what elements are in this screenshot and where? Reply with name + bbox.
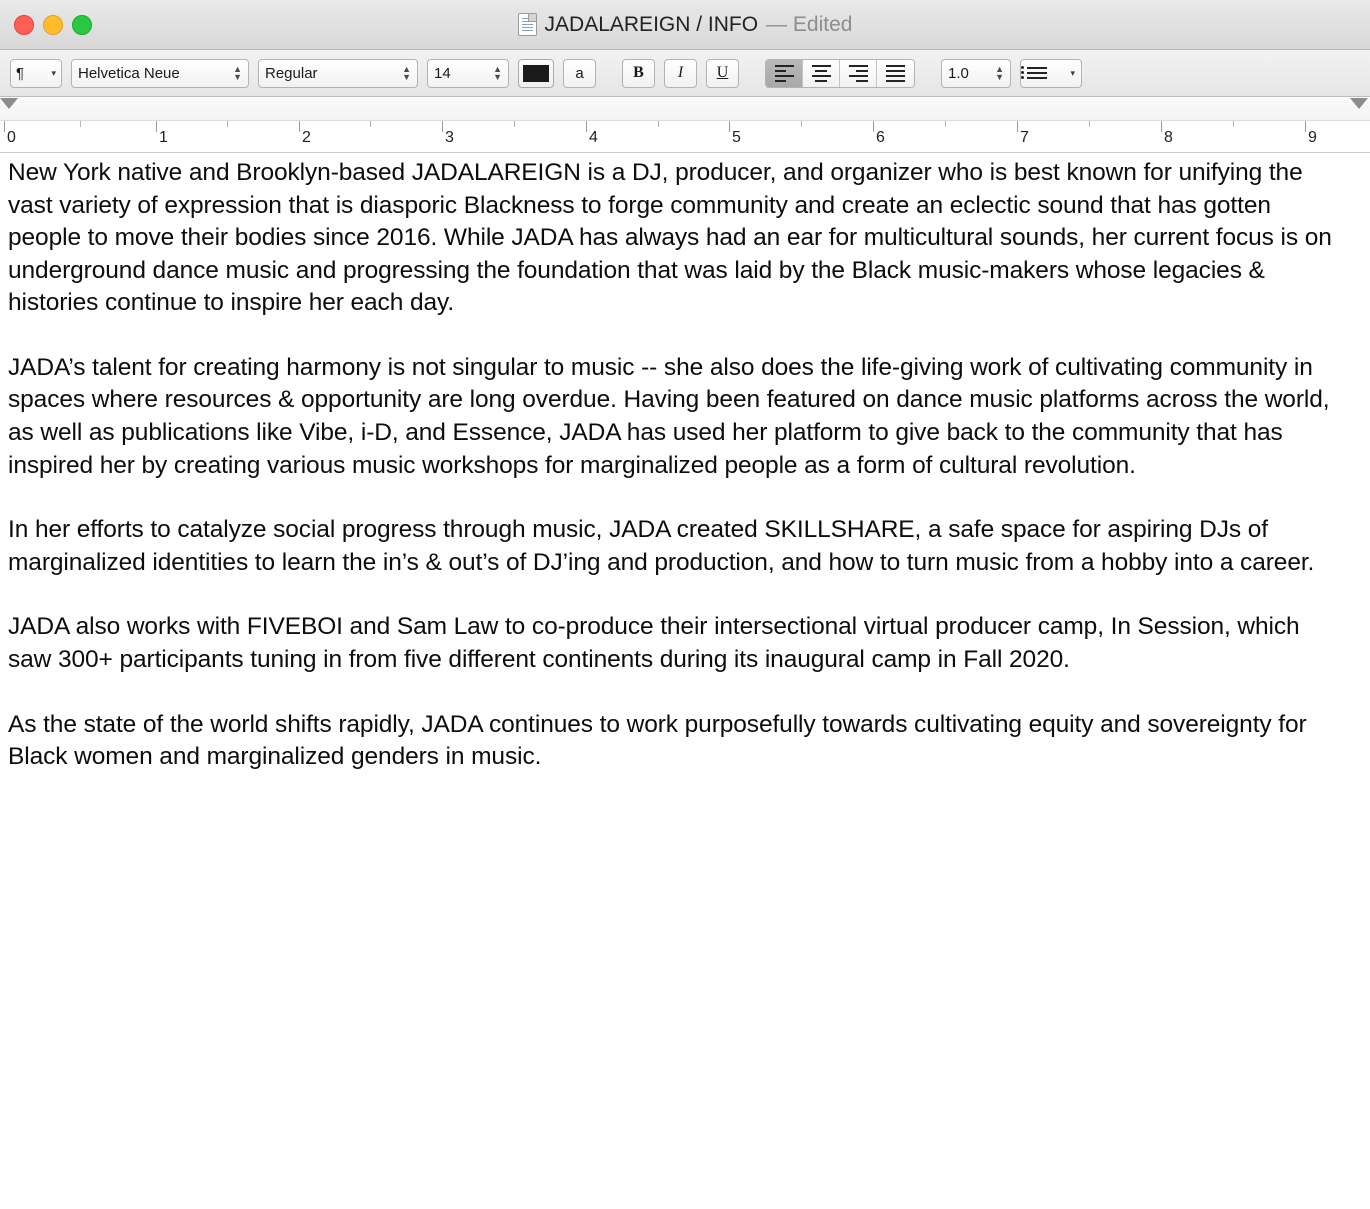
paragraph-style-dropdown[interactable]: [10, 59, 62, 88]
paragraph-icon: ¶: [16, 64, 25, 82]
edited-status: — Edited: [766, 12, 853, 36]
text-color-swatch[interactable]: [518, 59, 554, 88]
font-size-value: 14: [434, 64, 451, 82]
paragraph: In her efforts to catalyze social progress through music, JADA created SKILLSHARE, a safe space for aspiring DJs of marginalized identities to learn the in’s & out’s of DJ’ing and production, and how to turn music from a hobby into a career.: [8, 516, 1315, 576]
list-style-dropdown[interactable]: [1020, 59, 1082, 88]
window-title-bar: [0, 0, 1370, 50]
ruler[interactable]: [0, 97, 1370, 153]
align-right-button[interactable]: [840, 60, 877, 87]
underline-button[interactable]: U: [706, 59, 739, 88]
ruler-tick-6: 6: [876, 129, 885, 146]
align-justify-button[interactable]: [877, 60, 914, 87]
stepper-icon: ▲ ▼: [402, 64, 411, 82]
ruler-tick-4: 4: [589, 129, 598, 146]
ruler-scale: [0, 121, 1370, 152]
align-center-button[interactable]: [803, 60, 840, 87]
window-title: [518, 13, 853, 37]
font-style-select[interactable]: [258, 59, 418, 88]
ruler-tick-7: 7: [1020, 129, 1029, 146]
font-size-select[interactable]: [427, 59, 509, 88]
ruler-tick-2: 2: [302, 129, 311, 146]
color-fill-icon: [523, 65, 549, 82]
bullet-list-icon: [1027, 67, 1047, 79]
document-title: JADALAREIGN / INFO: [544, 12, 759, 36]
align-left-button[interactable]: [766, 60, 803, 87]
font-family-value: Helvetica Neue: [78, 64, 180, 82]
ruler-tick-5: 5: [732, 129, 741, 146]
document-icon: [518, 13, 537, 36]
align-justify-icon: [886, 65, 905, 82]
bold-button[interactable]: B: [622, 59, 655, 88]
traffic-light-buttons[interactable]: [14, 15, 92, 35]
ruler-tick-8: 8: [1164, 129, 1173, 146]
paragraph: JADA also works with FIVEBOI and Sam Law to co-produce their intersectional virtual producer camp, In Session, which saw 300+ participants tuning in from five different continents during its inaugural camp in Fall 2020.: [8, 613, 1300, 673]
align-right-icon: [849, 65, 868, 82]
minimize-icon[interactable]: [43, 15, 63, 35]
chevron-down-icon: ▾: [1070, 67, 1075, 78]
paragraph: JADA’s talent for creating harmony is not singular to music -- she also does the life-giving work of cultivating community in spaces where resources & opportunity are long overdue. Having been featured on dance music platforms across the world, as well as publications like Vibe, i-D, and Essence, JADA has used her platform to give back to the community that has inspired her by creating various music workshops for marginalized people as a form of cultural revolution.: [8, 353, 1330, 479]
stepper-icon: ▲ ▼: [493, 64, 502, 82]
text-color-button[interactable]: a: [563, 59, 596, 88]
zoom-icon[interactable]: [72, 15, 92, 35]
stepper-icon: ▲ ▼: [233, 64, 242, 82]
chevron-down-icon: ▾: [51, 67, 56, 78]
formatting-toolbar: [0, 50, 1370, 97]
alignment-segmented-control[interactable]: [765, 59, 915, 88]
document-text-area[interactable]: [0, 153, 1370, 774]
stepper-icon: ▲ ▼: [995, 64, 1004, 82]
line-spacing-value: 1.0: [948, 64, 969, 82]
align-left-icon: [775, 65, 794, 82]
line-spacing-select[interactable]: [941, 59, 1011, 88]
paragraph: New York native and Brooklyn-based JADALAREIGN is a DJ, producer, and organizer who is best known for unifying the vast variety of expression that is diasporic Blackness to forge community and create an eclectic sound that has gotten people to move their bodies since 2016. While JADA has always had an ear for multicultural sounds, her current focus is on underground dance music and progressing the foundation that was laid by the Black music-makers whose legacies & histories continue to inspire her each day.: [8, 159, 1332, 317]
ruler-margin-track[interactable]: [0, 97, 1370, 121]
ruler-tick-9: 9: [1308, 129, 1317, 146]
font-family-select[interactable]: [71, 59, 249, 88]
align-center-icon: [812, 65, 831, 82]
paragraph: As the state of the world shifts rapidly, JADA continues to work purposefully towards cultivating equity and sovereignty for Black women and marginalized genders in music.: [8, 710, 1307, 771]
italic-button[interactable]: I: [664, 59, 697, 88]
left-margin-marker[interactable]: [0, 98, 18, 109]
ruler-tick-1: 1: [159, 129, 168, 146]
close-icon[interactable]: [14, 15, 34, 35]
ruler-tick-0: 0: [7, 129, 16, 146]
right-margin-marker[interactable]: [1350, 98, 1368, 109]
ruler-tick-3: 3: [445, 129, 454, 146]
font-style-value: Regular: [265, 64, 318, 82]
